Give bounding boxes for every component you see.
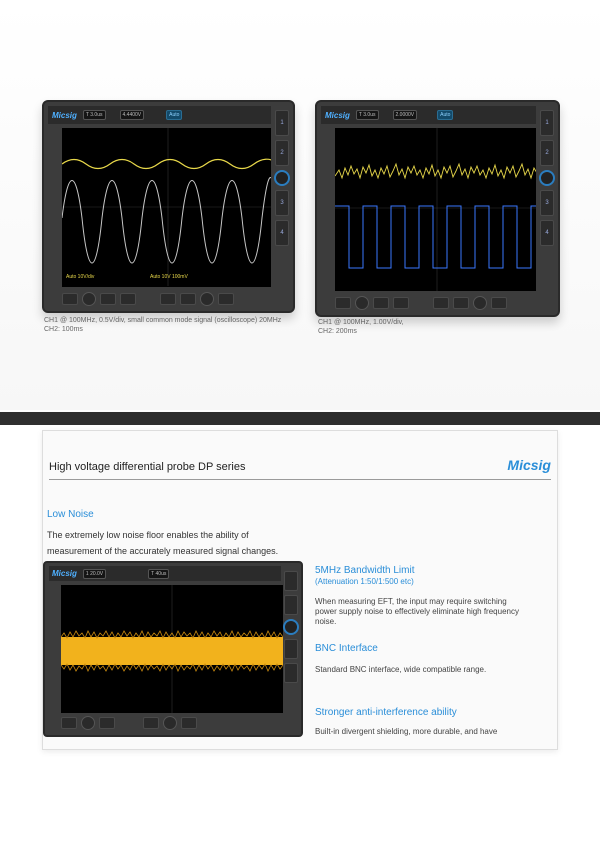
ch4-button[interactable] bbox=[284, 663, 298, 683]
low-noise-heading: Low Noise bbox=[47, 509, 94, 520]
run-button[interactable] bbox=[99, 717, 115, 729]
scope-brand: Micsig bbox=[52, 110, 77, 120]
bnc-heading: BNC Interface bbox=[315, 643, 378, 654]
stop-button[interactable] bbox=[218, 293, 234, 305]
readout-1: Auto 10V/div bbox=[66, 274, 95, 280]
ch2-trace bbox=[62, 178, 271, 263]
scroll-knob[interactable] bbox=[81, 716, 95, 730]
right-caption-line2: CH2: 200ms bbox=[318, 328, 357, 335]
scope-top-bar bbox=[48, 106, 271, 124]
timebase-chip[interactable]: T 3.0us bbox=[83, 110, 106, 120]
auto-button[interactable] bbox=[393, 297, 409, 309]
interference-body: Built-in divergent shielding, more durable, and have bbox=[315, 727, 498, 736]
ch4-button[interactable]: 4 bbox=[275, 220, 289, 246]
ch2-button[interactable]: 2 bbox=[540, 140, 554, 166]
scope-brand: Micsig bbox=[52, 569, 77, 578]
ch1-noisy-trace bbox=[335, 164, 536, 178]
ch2-button[interactable]: 2 bbox=[275, 140, 289, 166]
waveform-display bbox=[335, 128, 536, 291]
scope-bottom-bar bbox=[335, 295, 536, 311]
scope-side-panel bbox=[274, 106, 290, 307]
bandwidth-body-line3: noise. bbox=[315, 617, 337, 626]
ch1-button[interactable]: 1 bbox=[540, 110, 554, 136]
bandwidth-body bbox=[315, 597, 555, 627]
run-button[interactable] bbox=[373, 297, 389, 309]
mode-chip[interactable]: Auto bbox=[166, 110, 182, 120]
position-knob[interactable] bbox=[163, 716, 177, 730]
waveform-screen[interactable] bbox=[61, 585, 283, 713]
save-button[interactable] bbox=[143, 717, 159, 729]
oscilloscope-right bbox=[315, 100, 560, 317]
feature-oscilloscope bbox=[43, 561, 303, 737]
scope-bottom-bar bbox=[62, 291, 271, 307]
auto-button[interactable] bbox=[120, 293, 136, 305]
oscilloscope-left bbox=[42, 100, 295, 313]
save-button[interactable] bbox=[433, 297, 449, 309]
ch3-button[interactable]: 3 bbox=[540, 190, 554, 216]
ch3-button[interactable]: 3 bbox=[275, 190, 289, 216]
menu-button[interactable] bbox=[335, 297, 351, 309]
measure-button[interactable] bbox=[180, 293, 196, 305]
scope-top-bar bbox=[321, 106, 536, 124]
ch1-trace bbox=[62, 159, 271, 168]
save-button[interactable] bbox=[160, 293, 176, 305]
scroll-knob[interactable] bbox=[82, 292, 96, 306]
scope-side-panel bbox=[283, 567, 299, 731]
timebase-chip[interactable]: T 40us bbox=[148, 569, 169, 579]
run-button[interactable] bbox=[100, 293, 116, 305]
ch3-button[interactable] bbox=[284, 639, 298, 659]
bnc-body: Standard BNC interface, wide compatible range. bbox=[315, 665, 487, 674]
doc-brand-logo: Micsig bbox=[507, 457, 551, 473]
bandwidth-body-line1: When measuring EFT, the input may require switching bbox=[315, 597, 507, 606]
bandwidth-subtitle: (Attenuation 1:50/1:500 etc) bbox=[315, 577, 414, 586]
adjust-knob[interactable] bbox=[539, 170, 555, 186]
scope-side-panel bbox=[539, 106, 555, 311]
section-divider bbox=[0, 412, 600, 425]
top-showcase bbox=[0, 0, 600, 410]
low-noise-line1: The extremely low noise floor enables the ability of bbox=[47, 530, 249, 540]
channel-chip[interactable]: 1 20.0V bbox=[83, 569, 106, 579]
scope-bottom-bar bbox=[61, 715, 283, 731]
left-caption-line1: CH1 @ 100MHz, 0.5V/div, small common mode signal (oscilloscope) 20MHz bbox=[44, 317, 282, 324]
position-knob[interactable] bbox=[473, 296, 487, 310]
title-rule bbox=[49, 479, 551, 480]
ch4-button[interactable]: 4 bbox=[540, 220, 554, 246]
noise-band bbox=[61, 637, 283, 665]
low-noise-text bbox=[47, 527, 347, 559]
waveform-display bbox=[62, 128, 271, 286]
menu-button[interactable] bbox=[62, 293, 78, 305]
waveform-display bbox=[61, 585, 283, 713]
stop-button[interactable] bbox=[181, 717, 197, 729]
waveform-screen[interactable] bbox=[62, 128, 271, 287]
right-caption bbox=[318, 318, 518, 336]
position-knob[interactable] bbox=[200, 292, 214, 306]
menu-button[interactable] bbox=[61, 717, 77, 729]
measure-button[interactable] bbox=[453, 297, 469, 309]
scroll-knob[interactable] bbox=[355, 296, 369, 310]
ch2-square-trace bbox=[335, 206, 536, 268]
adjust-knob[interactable] bbox=[283, 619, 299, 635]
trigger-chip[interactable]: 4.4400V bbox=[120, 110, 145, 120]
bandwidth-body-line2: power supply noise to effectively eliminate high frequency bbox=[315, 607, 519, 616]
readout-2: Auto 10V 100mV bbox=[150, 274, 188, 280]
mode-chip[interactable]: Auto bbox=[437, 110, 453, 120]
right-caption-line1: CH1 @ 100MHz, 1.00V/div, bbox=[318, 319, 404, 326]
left-caption-line2: CH2: 100ms bbox=[44, 326, 83, 333]
left-caption bbox=[44, 316, 304, 334]
timebase-chip[interactable]: T 3.0us bbox=[356, 110, 379, 120]
ch1-button[interactable]: 1 bbox=[275, 110, 289, 136]
interference-heading: Stronger anti-interference ability bbox=[315, 707, 457, 718]
ch2-button[interactable] bbox=[284, 595, 298, 615]
ch1-button[interactable] bbox=[284, 571, 298, 591]
doc-title: High voltage differential probe DP series bbox=[49, 461, 246, 473]
scope-top-bar bbox=[49, 566, 281, 581]
scope-brand: Micsig bbox=[325, 110, 350, 120]
low-noise-line2: measurement of the accurately measured signal changes. bbox=[47, 546, 279, 556]
trigger-chip[interactable]: 2.0000V bbox=[393, 110, 418, 120]
bandwidth-heading: 5MHz Bandwidth Limit bbox=[315, 565, 415, 576]
feature-card bbox=[42, 430, 558, 750]
adjust-knob[interactable] bbox=[274, 170, 290, 186]
waveform-screen[interactable] bbox=[335, 128, 536, 291]
stop-button[interactable] bbox=[491, 297, 507, 309]
